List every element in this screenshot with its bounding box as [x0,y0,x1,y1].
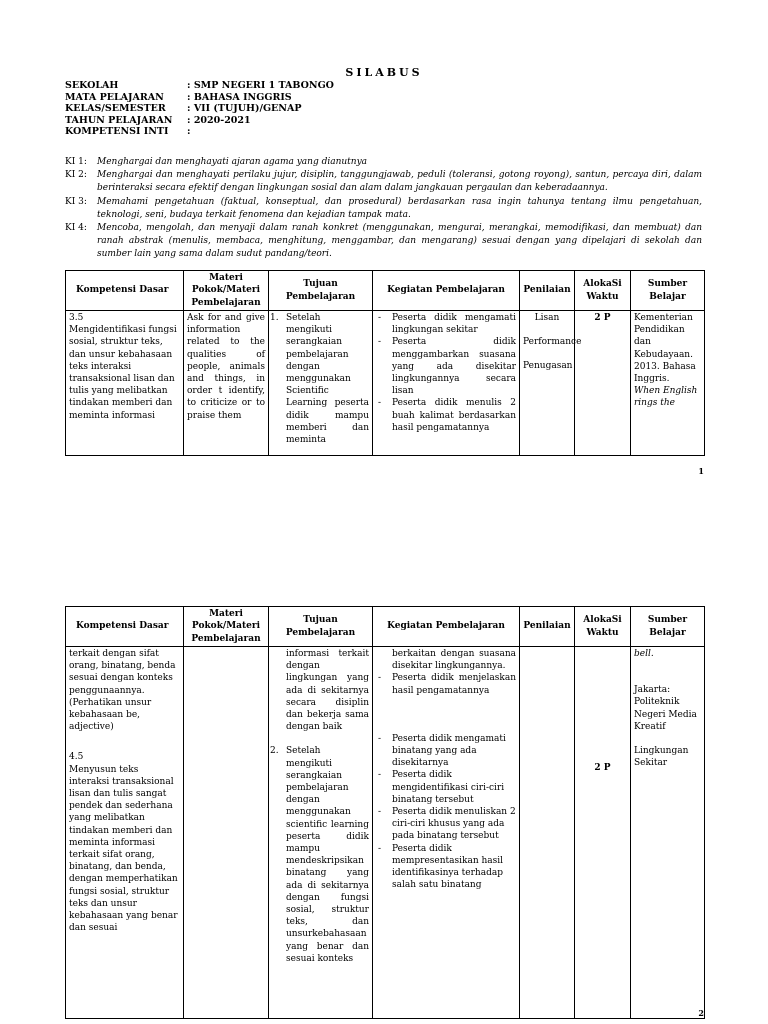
cell-penilaian [520,311,582,456]
header-kompetensi-dasar: Kompetensi Dasar [66,607,184,647]
ki-text: Menghargai dan menghayati perilaku jujur, disiplin, tanggungjawab, peduli (toleransi, gotong royong), santun, percaya diri, dalam berinteraksi secara efektif dengan lingkungan sosial dan alam dalam jangkauan pergaulan dan keberadaannya. [97,170,702,194]
identity-value: : [187,126,191,137]
cell-kompetensi-dasar [66,647,184,1019]
table-row [66,647,705,1019]
kegiatan-continued: berkaitan dengan suasana disekitar lingkungannya. [392,649,516,672]
header-alokasi: AlokaSi Waktu [575,607,631,647]
identity-label: SEKOLAH [65,80,119,91]
list-item: - Peserta didik menggambarkan suasana yang ada disekitar lingkungannya secara lisan [376,336,516,397]
list-item: - Peserta didik mempresentasikan hasil identifikasinya terhadap salah satu binatang [376,843,516,892]
header-materi: Materi Pokok/Materi Pembelajaran [184,271,269,311]
cell-kegiatan [373,311,520,456]
cell-tujuan [269,647,373,1019]
kd-text: terkait dengan sifat orang, binatang, benda sesuai dengan konteks penggunaannya. (Perhatikan unsur kebahasaan be, adjective) [69,649,176,733]
ki-text: Menghargai dan menghayati ajaran agama yang dianutnya [97,157,368,167]
header-penilaian: Penilaian [520,271,575,311]
ki-item [65,169,702,195]
penilaian-item: Performance [523,337,582,348]
table-header-row [66,271,705,311]
ki-label: KI 4: [65,223,87,234]
ki-text: Memahami pengetahuan (faktual, konseptual, dan prosedural) berdasarkan rasa ingin tahunya tentang ilmu pengetahuan, teknologi, seni, budaya terkait fenomena dan kejadian tampak mata. [97,196,702,220]
document-page-2 [0,490,768,1024]
list-item: - Peserta didik menulis 2 buah kalimat berdasarkan hasil pengamatannya [376,397,516,434]
sumber-text: Lingkungan Sekitar [634,746,689,769]
identity-value: : VII (TUJUH)/GENAP [187,103,302,114]
list-item: - Peserta didik mengamati lingkungan sekitar [376,312,516,336]
list-item: - Peserta didik menjelaskan hasil pengamatannya [376,672,516,696]
header-tujuan: Tujuan Pembelajaran [269,607,373,647]
header-kegiatan: Kegiatan Pembelajaran [373,271,520,311]
identity-row [65,115,334,127]
ki-label: KI 2: [65,170,87,181]
document-page-1 [0,0,768,490]
cell-materi: Ask for and give information related to the qualities of people, animals and things, in order t identify, to criticize or to praise them [184,311,269,456]
identity-value: : SMP NEGERI 1 TABONGO [187,80,334,91]
ki-label: KI 3: [65,196,87,207]
identity-block [65,80,334,138]
cell-alokasi: 2 P [575,311,631,456]
identity-row [65,126,334,138]
identity-value: : BAHASA INGGRIS [187,91,292,103]
tujuan-text: Setelah mengikuti serangkaian pembelajaran dengan menggunakan scientific learning peserta didik mampu mendeskripsikan binatang yang ada di sekitarnya dengan fungsi sosial, struktur teks, dan unsurkebahasaan yang benar dan sesuai konteks [286,746,369,964]
cell-alokasi [575,647,631,1019]
kegiatan-list [376,312,516,434]
sumber-book-title: When English rings the [634,386,698,409]
header-sumber: Sumber Belajar [631,607,705,647]
tujuan-continued: informasi terkait dengan lingkungan yang ada di sekitarnya secara disiplin dan bekerja sama dengan baik [286,649,369,733]
tujuan-item [272,745,369,965]
tujuan-item [272,312,369,446]
header-alokasi: AlokaSi Waktu [575,271,631,311]
penilaian-item: Penugasan [523,361,573,372]
sumber-publisher: Jakarta: Politeknik Negeri Media Kreatif [634,685,697,732]
tujuan-number: 1. [270,313,279,323]
identity-row [65,103,334,115]
cell-kegiatan [373,647,520,1019]
identity-label: KOMPETENSI INTI [65,126,169,137]
header-kegiatan: Kegiatan Pembelajaran [373,607,520,647]
tujuan-text: Setelah mengikuti serangkaian pembelajaran dengan menggunakan Scientific Learning peserta didik mampu memberi dan meminta [286,313,369,446]
penilaian-item: Lisan [534,313,560,323]
page-number: 2 [698,1008,704,1018]
ki-text: Mencoba, mengolah, dan menyaji dalam ranah konkret (menggunakan, mengurai, merangkai, memodifikasi, dan membuat) dan ranah abstrak (menulis, membaca, menghitung, menggambar, dan mengarang) sesuai dengan yang dipelajari di sekolah dan sumber lain yang sama dalam sudut pandang/teori. [97,223,702,260]
sumber-text: Kementerian Pendidikan dan Kebudayaan. 2013. Bahasa Inggris. [634,313,696,385]
alokasi-value: 2 P [594,763,611,773]
kompetensi-inti-list [65,156,702,262]
kd-text: Menyusun teks interaksi transaksional lisan dan tulis sangat pendek dan sederhana yang melibatkan tindakan memberi dan meminta informasi terkait sifat orang, binatang, dan benda, dengan memperhatikan fungsi sosial, struktur teks dan unsur kebahasaan yang benar dan sesuai [69,764,178,934]
identity-row [65,92,334,104]
cell-sumber [631,311,705,456]
identity-value: : 2020-2021 [187,114,251,126]
kd-text: Mengidentifikasi fungsi sosial, struktur teks, dan unsur kebahasaan teks interaksi transaksional lisan dan tulis yang melibatkan tindakan memberi dan meminta informasi [69,325,177,421]
syllabus-table [65,270,705,456]
kegiatan-list [376,672,516,696]
header-penilaian: Penilaian [520,607,575,647]
page-number: 1 [698,466,704,476]
kd-number: 4.5 [69,752,84,763]
ki-item [65,222,702,262]
cell-penilaian [520,647,575,1019]
tujuan-number: 2. [270,746,279,757]
ki-item [65,196,702,222]
identity-row [65,80,334,92]
cell-sumber [631,647,705,1019]
table-header-row [66,607,705,647]
sumber-book-title: bell. [634,649,654,659]
cell-tujuan [269,311,373,456]
syllabus-table [65,606,705,1019]
header-sumber: Sumber Belajar [631,271,705,311]
ki-label: KI 1: [65,157,87,167]
document-title: SILABUS [345,66,423,79]
identity-label: MATA PELAJARAN [65,91,164,103]
header-materi: Materi Pokok/Materi Pembelajaran [184,607,269,647]
cell-materi [184,647,269,1019]
identity-label: KELAS/SEMESTER [65,103,166,114]
kd-number: 3.5 [69,313,84,323]
ki-item [65,156,702,169]
table-row [66,311,705,456]
list-item: - Peserta didik mengamati binatang yang ada disekitarnya [376,733,516,770]
header-tujuan: Tujuan Pembelajaran [269,271,373,311]
identity-label: TAHUN PELAJARAN [65,114,173,126]
kegiatan-list [376,733,516,892]
list-item: - Peserta didik mengidentifikasi ciri-ciri binatang tersebut [376,769,516,806]
list-item: - Peserta didik menuliskan 2 ciri-ciri khusus yang ada pada binatang tersebut [376,806,516,843]
cell-kompetensi-dasar [66,311,184,456]
header-kompetensi-dasar: Kompetensi Dasar [66,271,184,311]
